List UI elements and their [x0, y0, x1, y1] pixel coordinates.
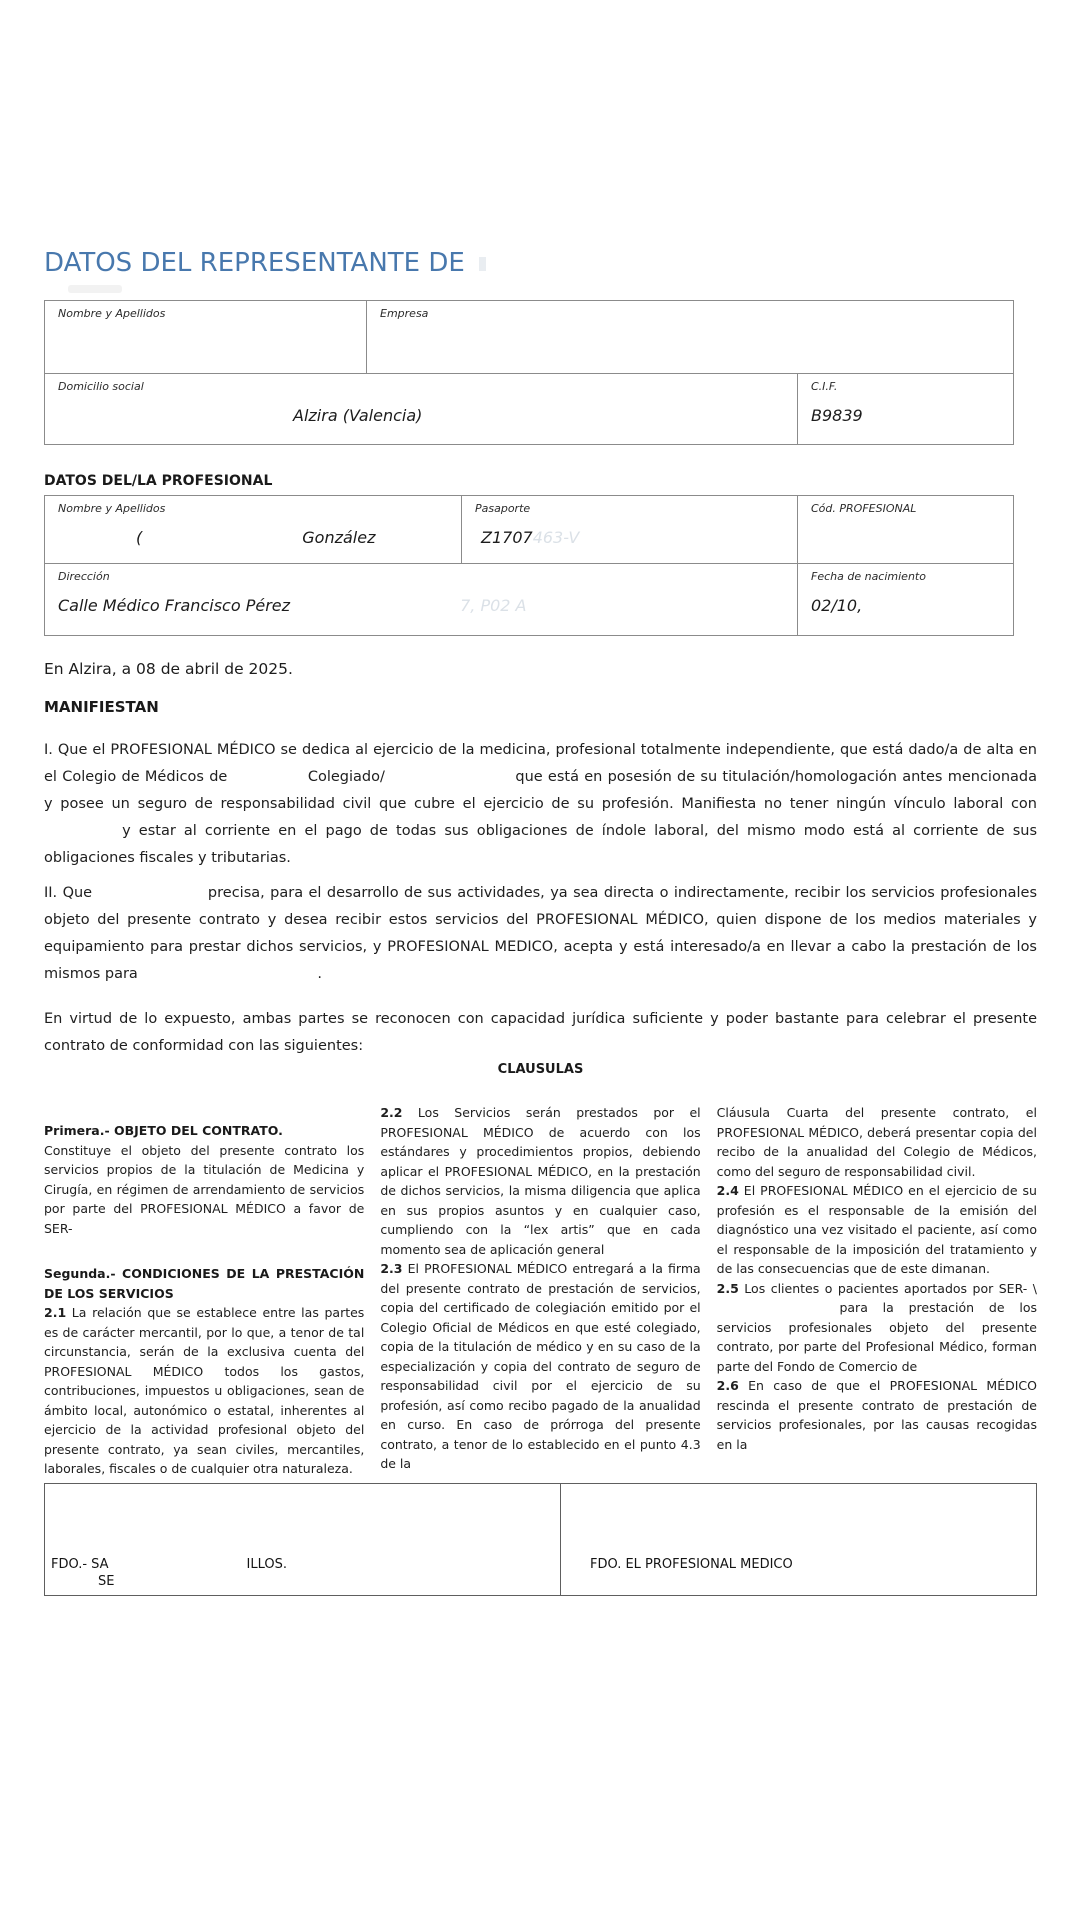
date-place-line: En Alzira, a 08 de abril de 2025. — [44, 660, 293, 678]
clause-column-2 — [380, 1103, 700, 1479]
clause-paragraph-2-1: 2.1 La relación que se establece entre las partes es de carácter mercantil, por lo que, a tenor de tal circunstancia, serán de la exclusiva cuenta del PROFESIONAL MÉDICO todos los gastos, contribuciones, impuestos u obligaciones, sean de ámbito local, autonómico o estatal, inherentes al ejercicio de la actividad profesional objeto del presente contrato, ya sean civiles, mercantiles, laborales, fiscales o de cualquier otra naturaleza. — [44, 1305, 365, 1476]
pasaporte-label: Pasaporte — [475, 502, 531, 515]
clause-heading-segunda: Segunda.- CONDICIONES DE LA PRESTACIÓN DE LOS SERVICIOS — [44, 1266, 365, 1301]
redacted-gap — [98, 895, 203, 897]
profesional-row-1 — [45, 496, 1013, 563]
field-pasaporte — [461, 496, 797, 563]
signature-line-company: FDO.- SA ILLOS. — [51, 1556, 288, 1572]
nombre-apellidos-label: Nombre y Apellidos — [58, 307, 166, 320]
clause-paragraph-cuarta-ref: Cláusula Cuarta del presente contrato, el PROFESIONAL MÉDICO, deberá presentar copia del recibo de la anualidad del Colegio de Médicos, como del seguro de responsabilidad civil. — [716, 1105, 1037, 1179]
representante-table — [44, 300, 1014, 445]
manifiestan-heading: MANIFIESTAN — [44, 698, 159, 716]
signature-cell-company — [45, 1484, 561, 1595]
signature-line-professional: FDO. EL PROFESIONAL MEDICO — [590, 1556, 793, 1572]
field-nombre-apellidos-representante — [45, 301, 366, 373]
direccion-value: Calle Médico Francisco Pérez 7, P02 A — [58, 596, 527, 615]
closing-paragraph: En virtud de lo expuesto, ambas partes se reconocen con capacidad jurídica suficiente y poder bastante para celebrar el presente contrato de conformidad con las siguientes: — [44, 1011, 1037, 1054]
redacted-gap — [109, 1566, 247, 1568]
cif-value: B9839 — [811, 406, 863, 425]
empresa-label: Empresa — [380, 307, 429, 320]
redacted-gap — [142, 541, 302, 543]
clause-paragraph-2-6: 2.6 En caso de que el PROFESIONAL MÉDICO rescinda el presente contrato de prestación de servicios profesionales, por las causas recogidas en la — [716, 1378, 1037, 1452]
profesional-row-2 — [45, 563, 1013, 635]
manifiesto-paragraph-1: I. Que el PROFESIONAL MÉDICO se dedica al ejercicio de la medicina, profesional totalmente independiente, que está dado/a de alta en el Colegio de Médicos de Colegiado/ que está en posesión de su titulación/homologación antes mencionada y posee un seguro de responsabilidad civil que cubre el ejercicio de su profesión. Manifiesta no tener ningún vínculo laboral con y estar al corriente en el pago de todas sus obligaciones de índole laboral, del mismo modo está al corriente de sus obligaciones fiscales y tributarias. — [44, 742, 1037, 866]
page-title — [44, 248, 1037, 278]
redacted-gap — [390, 779, 510, 781]
domicilio-label: Domicilio social — [58, 380, 144, 393]
redaction-smudge — [68, 285, 122, 293]
field-direccion — [45, 564, 797, 635]
redacted-title-fragment — [479, 257, 486, 271]
domicilio-value: Alzira (Valencia) — [293, 406, 423, 425]
manifiesto-paragraph-2: II. Que precisa, para el desarrollo de sus actividades, ya sea directa o indirectamente, recibir los servicios profesionales objeto del presente contrato y desea recibir estos servicios del PROFESIONAL MÉDICO, quien dispone de los medios materiales y equipamiento para prestar dichos servicios, y PROFESIONAL MEDICO, acepta y está interesado/a en llevar a cabo la prestación de los mismos para . — [44, 885, 1037, 982]
clause-paragraph: Constituye el objeto del presente contrato los servicios propios de la titulación de Medicina y Cirugía, en régimen de arrendamiento de servicios por parte del PROFESIONAL MÉDICO a favor de SER- — [44, 1142, 365, 1236]
clause-paragraph-2-5: 2.5 Los clientes o pacientes aportados por SER- \ para la prestación de los servicios profesionales objeto del presente contrato, por parte del Profesional Médico, forman parte del Fondo de Comercio de — [716, 1280, 1037, 1374]
field-cif — [797, 374, 1013, 444]
clause-column-1 — [44, 1103, 364, 1479]
field-nombre-apellidos-profesional — [45, 496, 461, 563]
clause-columns — [44, 1103, 1037, 1479]
redacted-gap — [142, 976, 317, 978]
redacted-gap — [58, 541, 136, 543]
nombre-apellidos-label: Nombre y Apellidos — [58, 502, 166, 515]
profesional-table — [44, 495, 1014, 636]
redacted-gap — [233, 779, 303, 781]
direccion-label: Dirección — [58, 570, 110, 583]
fecha-nacimiento-label: Fecha de nacimiento — [811, 570, 926, 583]
signature-table — [44, 1483, 1037, 1596]
representante-row-1 — [45, 301, 1013, 373]
cif-label: C.I.F. — [811, 380, 838, 393]
faded-redacted-text: 463-V — [532, 528, 580, 547]
clause-paragraph-2-4: 2.4 El PROFESIONAL MÉDICO en el ejercicio de su profesión es el responsable de la emisión del diagnóstico una vez visitado el paciente, así como el responsable de la imposición del tratamiento y de las consecuencias que de este dimanan. — [716, 1183, 1037, 1276]
field-domicilio-social — [45, 374, 797, 444]
clausulas-heading: CLAUSULAS — [497, 1062, 584, 1077]
clause-paragraph-2-2: 2.2 Los Servicios serán prestados por el PROFESIONAL MÉDICO de acuerdo con los estándares y procedimientos propios, debiendo aplicar el PROFESIONAL MÉDICO, en la prestación de dichos servicios, la misma diligencia que aplica en sus propios asuntos y en cualquier caso, cumpliendo con la “lex artis” que en cada momento sea de aplicación general — [380, 1105, 701, 1257]
nombre-apellidos-value: ( González — [58, 528, 457, 548]
redacted-gap — [44, 833, 114, 835]
signature-line-company-2: SE — [98, 1573, 115, 1589]
field-empresa — [366, 301, 1013, 373]
faded-redacted-text: 7, P02 A — [460, 596, 527, 615]
profesional-section-title: DATOS DEL/LA PROFESIONAL — [44, 473, 273, 489]
redacted-gap — [295, 609, 460, 611]
field-fecha-nacimiento — [797, 564, 1013, 635]
clause-paragraph-2-3: 2.3 El PROFESIONAL MÉDICO entregará a la firma del presente contrato de prestación de servicios, copia del certificado de colegiación emitido por el Colegio Oficial de Médicos en que esté colegiado, copia de la titulación de médico y en su caso de la especialización y copia del contrato de seguro de responsabilidad civil por el ejercicio de su profesión, así como recibo pagado de la anualidad en curso. En caso de prórroga del presente contrato, a tenor de lo establecido en el punto 4.3 de la — [380, 1261, 701, 1471]
pasaporte-value: Z1707463-V — [481, 528, 580, 547]
redacted-gap — [717, 1310, 825, 1312]
clause-column-3 — [717, 1103, 1037, 1479]
cod-profesional-label: Cód. PROFESIONAL — [811, 502, 917, 515]
field-cod-profesional — [797, 496, 1013, 563]
clause-heading-primera: Primera.- OBJETO DEL CONTRATO. — [44, 1123, 283, 1138]
signature-cell-professional — [561, 1484, 1036, 1595]
fecha-nacimiento-value: 02/10, — [811, 596, 863, 615]
representante-row-2 — [45, 373, 1013, 444]
page-title-text: DATOS DEL REPRESENTANTE DE — [44, 248, 465, 278]
